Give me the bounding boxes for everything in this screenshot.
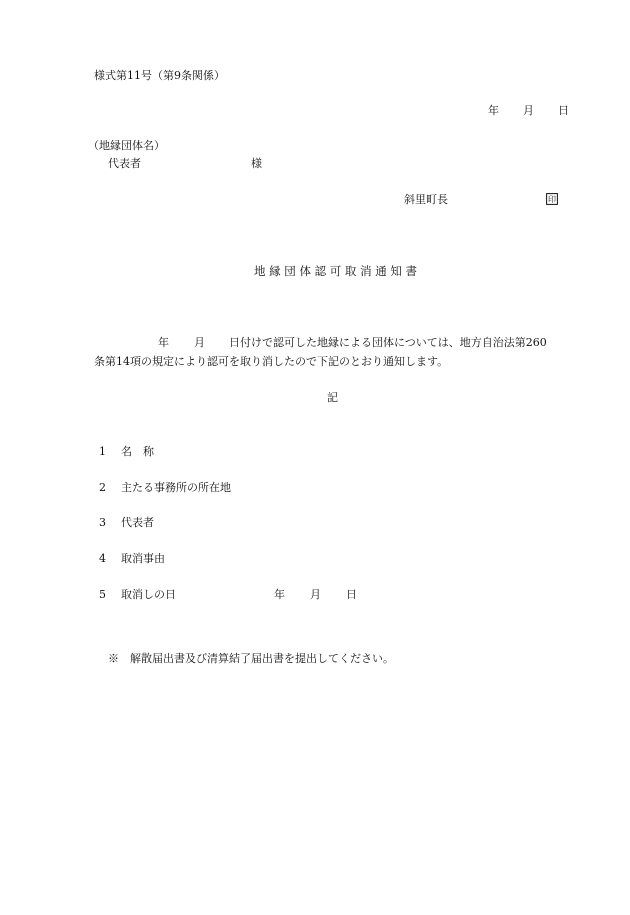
body-line2-text: 条第14項の規定により認可を取り消したので下記のとおり通知します。 — [94, 355, 449, 368]
header-date-year: 年 — [488, 104, 499, 117]
addressee-rep-label: 代表者 — [108, 157, 141, 170]
body-line1-year: 年 — [158, 336, 169, 349]
seal-icon — [546, 193, 558, 205]
item5-date-day: 日 — [346, 588, 357, 601]
item-number: 5 — [99, 588, 106, 601]
item-label: 主たる事務所の所在地 — [121, 481, 231, 494]
header-date-day: 日 — [558, 104, 569, 117]
ki-heading: 記 — [327, 391, 338, 404]
document-title: 地 縁 団 体 認 可 取 消 通 知 書 — [254, 264, 418, 278]
item5-date-month: 月 — [310, 588, 321, 601]
item5-date-year: 年 — [274, 588, 285, 601]
header-date-month: 月 — [523, 104, 534, 117]
item-label: 名 称 — [121, 445, 154, 458]
addressee-honorific: 様 — [251, 157, 262, 170]
form-number: 様式第11号（第9条関係） — [94, 69, 225, 82]
item-label: 取消しの日 — [121, 588, 176, 601]
body-line1-text: 日付けで認可した地縁による団体については、地方自治法第260 — [229, 336, 547, 349]
item-label: 代表者 — [121, 516, 154, 529]
issuer-title: 斜里町長 — [404, 193, 448, 206]
item-number: 3 — [99, 516, 106, 529]
body-line1-month: 月 — [194, 336, 205, 349]
item-number: 4 — [99, 552, 106, 565]
addressee-org-name: （地縁団体名） — [88, 139, 165, 152]
item-number: 1 — [99, 445, 106, 458]
footnote: ※ 解散届出書及び清算結了届出書を提出してください。 — [108, 652, 394, 665]
item-label: 取消事由 — [121, 552, 165, 565]
item-number: 2 — [99, 481, 106, 494]
svg-text:印: 印 — [548, 195, 556, 205]
